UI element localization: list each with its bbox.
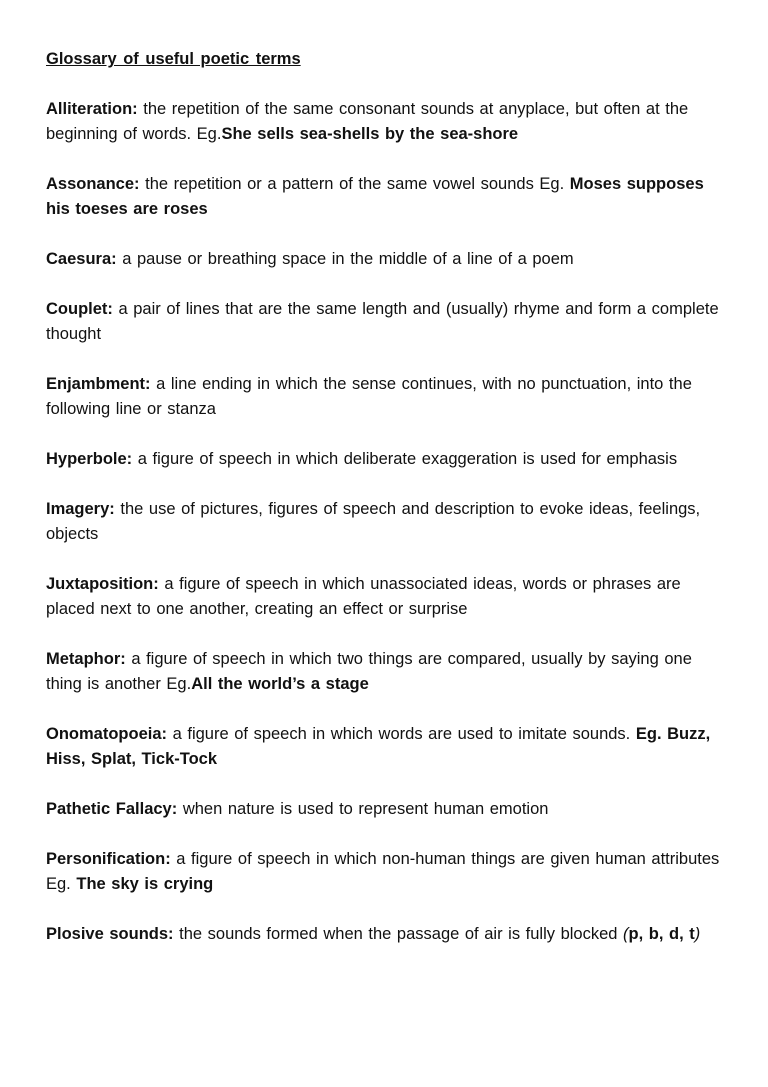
- page-title: Glossary of useful poetic terms: [46, 50, 301, 68]
- entry-term: Personification:: [46, 850, 171, 868]
- entry-definition: the use of pictures, figures of speech and description to evoke ideas, feelings, objects: [46, 500, 701, 543]
- entry-term: Assonance:: [46, 175, 140, 193]
- entry-example: Eg. Buzz, Hiss, Splat, Tick-Tock: [46, 725, 711, 768]
- glossary-entry-imagery: [46, 497, 726, 547]
- entry-example: All the world’s a stage: [191, 675, 369, 693]
- entry-definition: a figure of speech in which two things are compared, usually by saying one thing is another Eg.: [46, 650, 692, 693]
- entry-definition: a figure of speech in which unassociated ideas, words or phrases are placed next to one another, creating an effect or surprise: [46, 575, 681, 618]
- glossary-entry-caesura: [46, 247, 726, 272]
- entry-term: Plosive sounds:: [46, 925, 174, 943]
- entry-definition: the repetition or a pattern of the same vowel sounds Eg.: [139, 175, 570, 193]
- entry-term: Caesura:: [46, 250, 117, 268]
- entry-definition: the repetition of the same consonant sounds at anyplace, but often at the beginning of words. Eg.: [46, 100, 689, 143]
- glossary-entry-onomatopoeia: [46, 722, 726, 772]
- entry-definition: a pair of lines that are the same length and (usually) rhyme and form a complete thought: [46, 300, 719, 343]
- entry-term: Metaphor:: [46, 650, 126, 668]
- entry-term: Hyperbole:: [46, 450, 133, 468]
- glossary-entry-personification: [46, 847, 726, 897]
- glossary-entry-juxtaposition: [46, 572, 726, 622]
- entry-term: Couplet:: [46, 300, 113, 318]
- glossary-entry-assonance: [46, 172, 726, 222]
- glossary-entry-couplet: [46, 297, 726, 347]
- glossary-entry-enjambment: [46, 372, 726, 422]
- entry-paren-close: ): [694, 925, 701, 943]
- entry-paren-open: (: [623, 925, 629, 943]
- entry-example: She sells sea-shells by the sea-shore: [221, 125, 519, 143]
- entry-term: Alliteration:: [46, 100, 138, 118]
- entry-term: Imagery:: [46, 500, 115, 518]
- entry-example: Moses supposes his toeses are roses: [46, 175, 704, 218]
- document-page: [46, 47, 726, 972]
- glossary-entry-hyperbole: [46, 447, 726, 472]
- entry-definition: a figure of speech in which words are used to imitate sounds.: [167, 725, 636, 743]
- entry-definition: the sounds formed when the passage of air is fully blocked: [173, 925, 624, 943]
- glossary-entry-pathetic-fallacy: [46, 797, 726, 822]
- entry-term: Onomatopoeia:: [46, 725, 168, 743]
- entry-definition: a figure of speech in which deliberate exaggeration is used for emphasis: [132, 450, 678, 468]
- entry-term: Juxtaposition:: [46, 575, 159, 593]
- entry-definition: a pause or breathing space in the middle of a line of a poem: [116, 250, 574, 268]
- glossary-entry-metaphor: [46, 647, 726, 697]
- entry-definition: a line ending in which the sense continues, with no punctuation, into the following line or stanza: [46, 375, 692, 418]
- entry-example: The sky is crying: [76, 875, 214, 893]
- glossary-entry-alliteration: [46, 97, 726, 147]
- entry-definition: when nature is used to represent human emotion: [177, 800, 549, 818]
- glossary-entry-plosive-sounds: [46, 922, 726, 947]
- entry-example: p, b, d, t: [628, 925, 695, 943]
- entry-term: Pathetic Fallacy:: [46, 800, 178, 818]
- entry-definition: a figure of speech in which non-human things are given human attributes Eg.: [46, 850, 720, 893]
- entry-term: Enjambment:: [46, 375, 151, 393]
